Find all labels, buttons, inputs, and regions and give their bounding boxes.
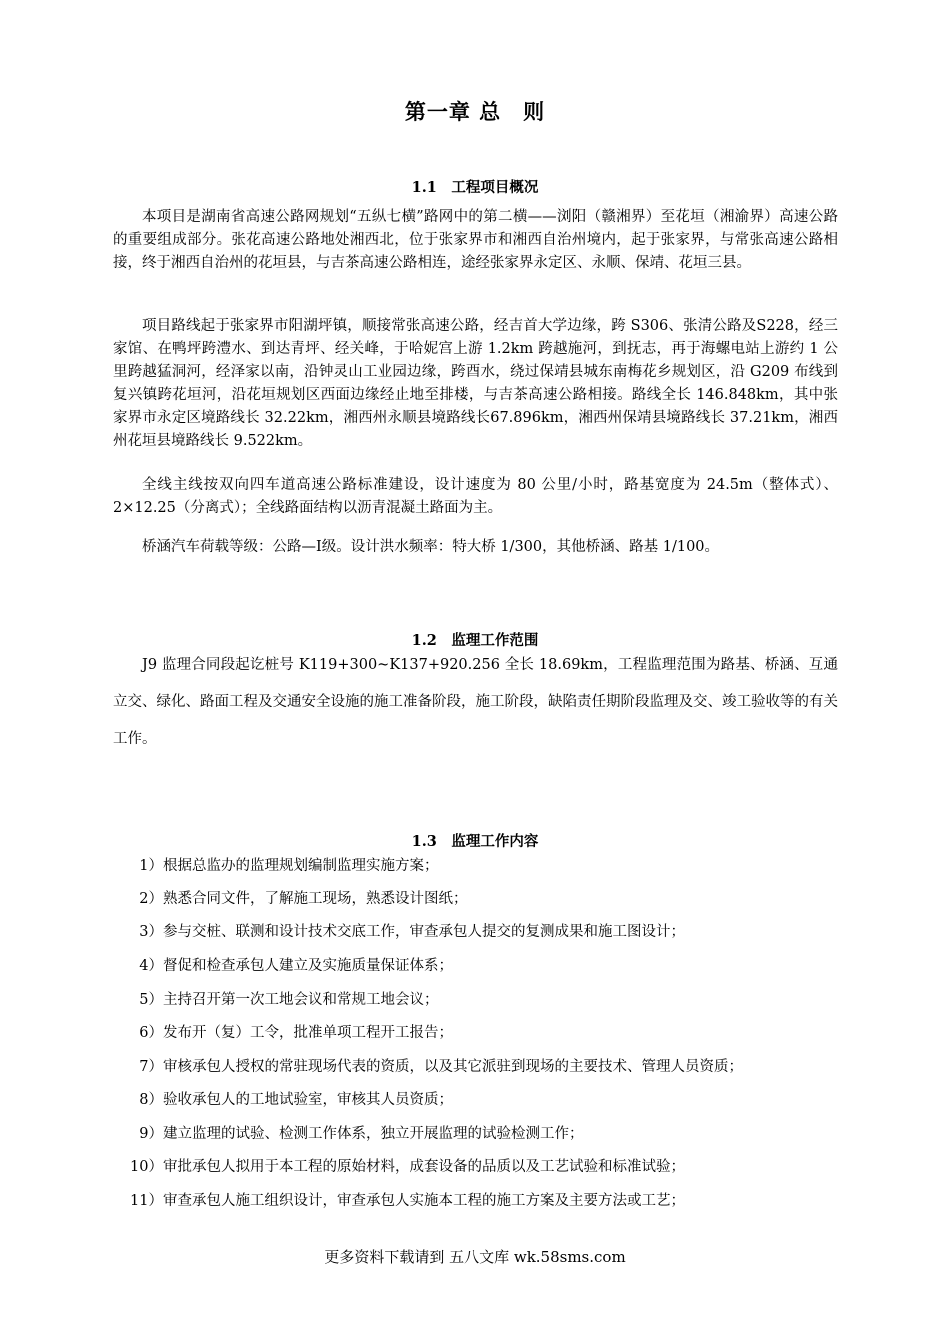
- list-item-text: 根据总监办的监理规划编制监理实施方案；: [163, 858, 439, 874]
- list-item-text: 审批承包人拟用于本工程的原始材料，成套设备的品质以及工艺试验和标准试验；: [163, 1159, 685, 1175]
- list-item-text: 验收承包人的工地试验室，审核其人员资质；: [163, 1092, 453, 1108]
- list-item-text: 建立监理的试验、检测工作体系，独立开展监理的试验检测工作；: [163, 1126, 584, 1142]
- list-item-number: 6）: [139, 1025, 163, 1041]
- list-item: [113, 1090, 853, 1110]
- paragraph: 桥涵汽车荷载等级：公路—Ⅰ级。设计洪水频率：特大桥 1/300，其他桥涵、路基 1/100。: [142, 539, 720, 555]
- list-item-text: 督促和检查承包人建立及实施质量保证体系；: [163, 958, 453, 974]
- list-item: [113, 1023, 853, 1043]
- list-item: [113, 889, 853, 909]
- paragraph: 项目路线起于张家界市阳湖坪镇，顺接常张高速公路，经吉首大学边缘，跨 S306、张清公路及S228，经三家馆、在鸭坪跨澧水、到达青坪、经关峰，于哈妮宫上游 1.2km 跨越施河，到抚志，再于海螺电站上游约 1 公里跨越猛洞河，经泽家以南，沿钟灵山工业园边缘，跨酉水，绕过保靖县城东南梅花乡规划区，沿 G209 布线到复兴镇跨花垣河，沿花垣规划区西面边缘经止地至排楼，与吉茶高速公路相接。路线全长 146.848km，其中张家界市永定区境路线长 32.22km，湘西州永顺县境路线长67.896km，湘西州保靖县境路线长 37.21km，湘西州花垣县境路线长 9.522km。: [113, 318, 838, 449]
- list-item-text: 发布开（复）工令，批准单项工程开工报告；: [163, 1025, 453, 1041]
- list-item-text: 审查承包人施工组织设计，审查承包人实施本工程的施工方案及主要方法或工艺；: [163, 1193, 685, 1209]
- list-item-number: 10）: [130, 1159, 163, 1175]
- list-item-text: 审核承包人授权的常驻现场代表的资质，以及其它派驻到现场的主要技术、管理人员资质；: [163, 1059, 743, 1075]
- list-item-number: 5）: [139, 992, 163, 1008]
- paragraph: 本项目是湖南省高速公路网规划“五纵七横”路网中的第二横——浏阳（赣湘界）至花垣（湘渝界）高速公路的重要组成部分。张花高速公路地处湘西北，位于张家界市和湘西自治州境内，起于张家界，与常张高速公路相接，终于湘西自治州的花垣县，与吉茶高速公路相连，途经张家界永定区、永顺、保靖、花垣三县。: [113, 209, 838, 271]
- list-item-number: 9）: [139, 1126, 163, 1142]
- list-item-number: 4）: [139, 958, 163, 974]
- list-item: [113, 1057, 853, 1077]
- footer-download-link[interactable]: 更多资料下载请到 五八文库 wk.58sms.com: [324, 1248, 626, 1266]
- list-item: [113, 1157, 853, 1177]
- paragraph: J9 监理合同段起讫桩号 K119+300~K137+920.256 全长 18.69km，工程监理范围为路基、桥涵、互通立交、绿化、路面工程及交通安全设施的施工准备阶段，施工阶段，缺陷责任期阶段监理及交、竣工验收等的有关工作。: [113, 657, 838, 747]
- chapter-title: 第一章 总 则: [404, 99, 546, 124]
- list-item-number: 3）: [139, 924, 163, 940]
- section-title-1-3: 1.3 监理工作内容: [411, 833, 539, 850]
- list-item-number: 11）: [130, 1193, 163, 1209]
- section-title-1-2: 1.2 监理工作范围: [411, 632, 539, 649]
- list-item: [113, 856, 853, 876]
- list-item-number: 1）: [139, 858, 163, 874]
- list-item-number: 8）: [139, 1092, 163, 1108]
- list-item: [113, 922, 853, 942]
- list-item-text: 参与交桩、联测和设计技术交底工作，审查承包人提交的复测成果和施工图设计；: [163, 924, 685, 940]
- list-item: [113, 990, 853, 1010]
- list-item-number: 7）: [139, 1059, 163, 1075]
- paragraph: 全线主线按双向四车道高速公路标准建设，设计速度为 80 公里/小时，路基宽度为 24.5m（整体式）、2×12.25（分离式）；全线路面结构以沥青混凝土路面为主。: [113, 477, 838, 516]
- list-item-text: 主持召开第一次工地会议和常规工地会议；: [163, 992, 439, 1008]
- section-title-1-1: 1.1 工程项目概况: [411, 179, 539, 196]
- list-item-text: 熟悉合同文件，了解施工现场，熟悉设计图纸；: [163, 891, 468, 907]
- list-item: [113, 1124, 853, 1144]
- list-item: [113, 1191, 853, 1211]
- list-item-number: 2）: [139, 891, 163, 907]
- list-item: [113, 956, 853, 976]
